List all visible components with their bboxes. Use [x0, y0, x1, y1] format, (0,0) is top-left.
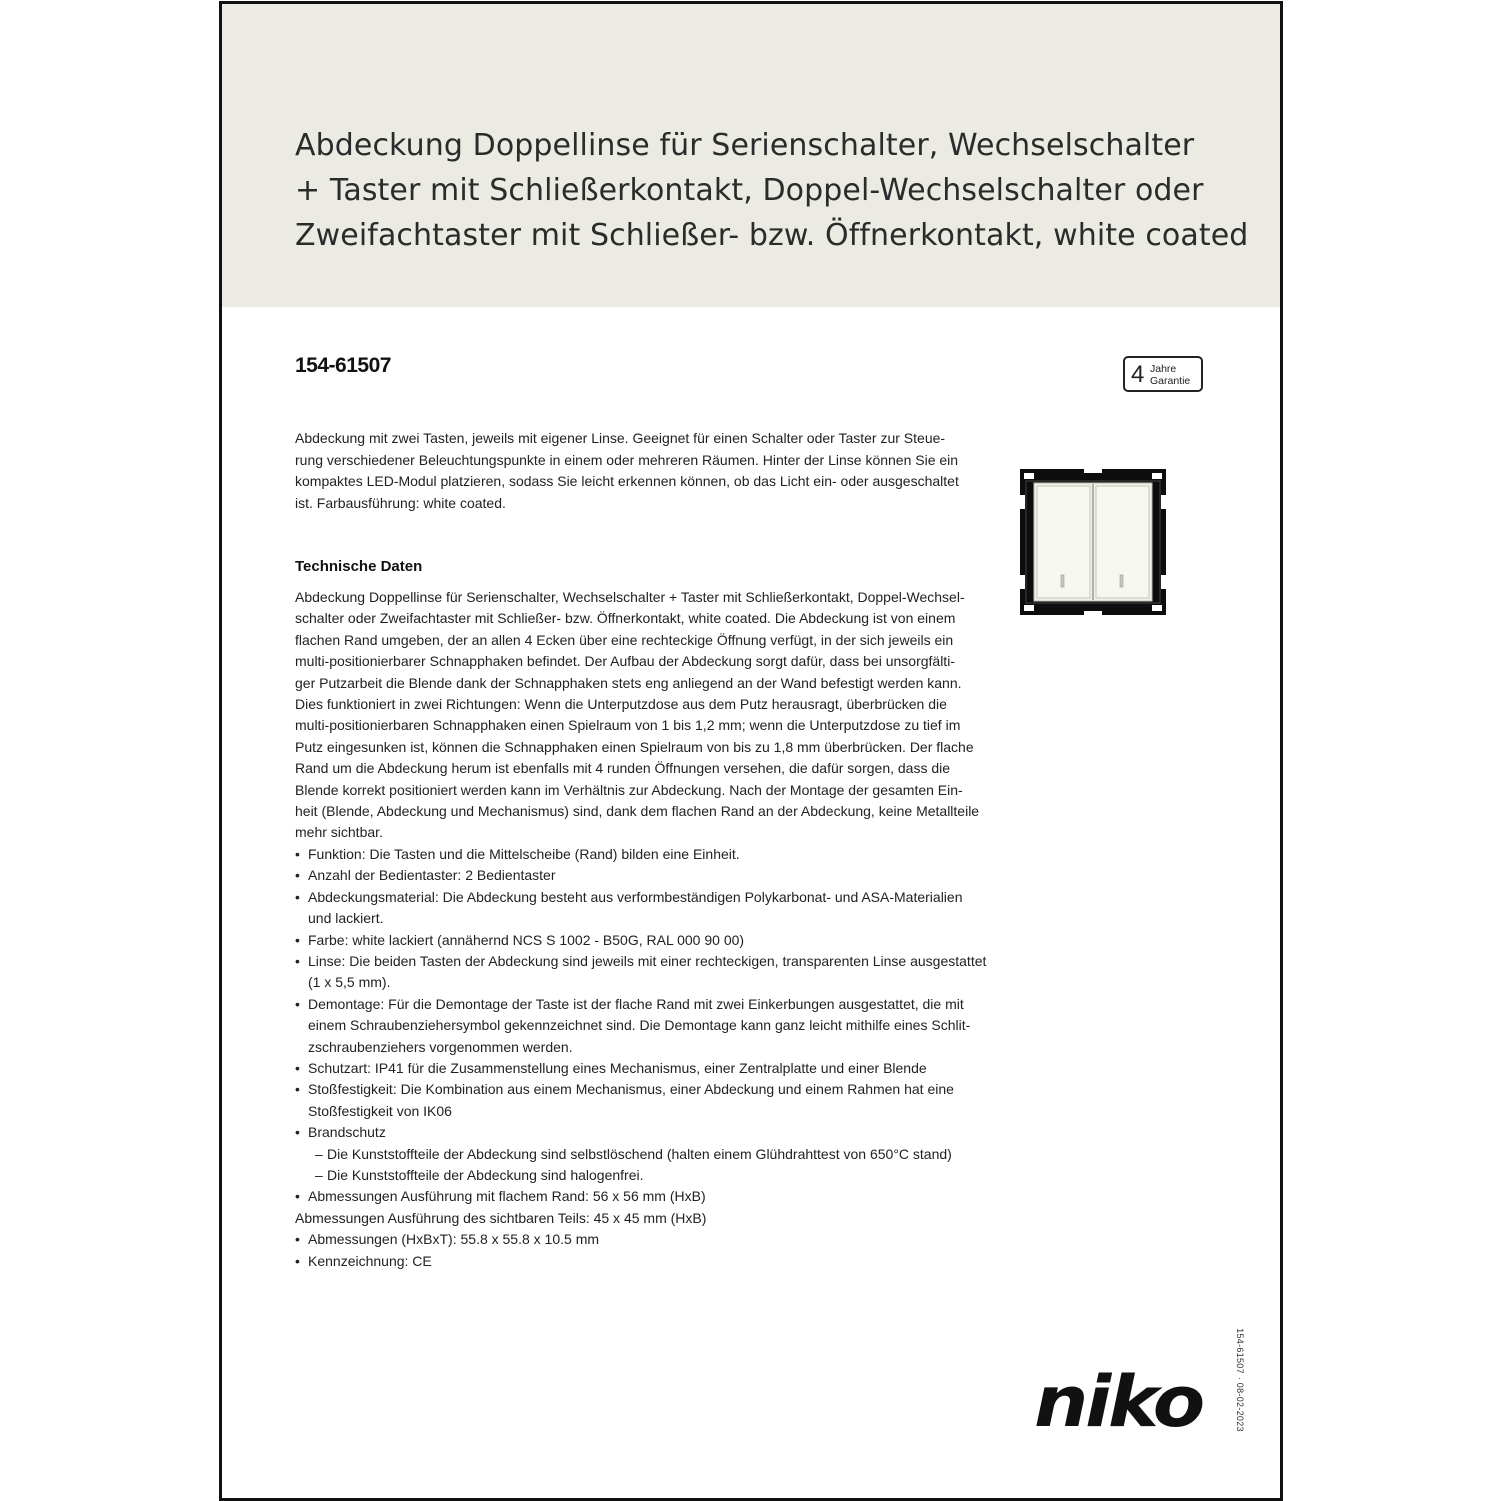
spec-bullet: • Abdeckungsmaterial: Die Abdeckung besteht aus verformbeständigen Polykarbonat- und ASA-Materialien	[295, 887, 995, 908]
title-line: + Taster mit Schließerkontakt, Doppel-Wechselschalter oder	[295, 173, 1204, 208]
spec-bullet-continuation: Stoßfestigkeit von IK06	[308, 1102, 452, 1119]
document-code	[1228, 1330, 1252, 1430]
tech-paragraph-line: Putz eingesunken ist, können die Schnapphaken einen Spielraum von bis zu 1,8 mm überbrücken. Der flache	[295, 738, 974, 755]
spec-bullet: • Farbe: white lackiert (annähernd NCS S 1002 - B50G, RAL 000 90 00)	[295, 930, 995, 951]
intro-line: rung verschiedener Beleuchtungspunkte in einem oder mehreren Räumen. Hinter der Linse können Sie ein	[295, 451, 959, 468]
spec-sub-bullet: – Die Kunststoffteile der Abdeckung sind halogenfrei.	[295, 1165, 995, 1186]
spec-bullet: • Demontage: Für die Demontage der Taste ist der flache Rand mit zwei Einkerbungen ausgestattet, die mit	[295, 994, 995, 1015]
spec-bullet: • Linse: Die beiden Tasten der Abdeckung sind jeweils mit einer rechteckigen, transparenten Linse ausgestattet	[295, 951, 995, 972]
spec-bullet-continuation: und lackiert.	[308, 910, 384, 927]
intro-line: kompaktes LED-Modul platzieren, sodass Sie leicht erkennen können, ob das Licht ein- oder ausgeschaltet	[295, 473, 959, 489]
spec-bullet: • Abmessungen (HxBxT): 55.8 x 55.8 x 10.5 mm	[295, 1229, 995, 1250]
spec-sub-bullet: – Die Kunststoffteile der Abdeckung sind selbstlöschend (halten einem Glühdrahttest von 650°C stand)	[295, 1144, 995, 1165]
title-line: Abdeckung Doppellinse für Serienschalter, Wechselschalter	[295, 128, 1195, 163]
warranty-label	[1150, 363, 1190, 387]
product-image	[1020, 469, 1166, 615]
spec-plain-line: Abmessungen Ausführung des sichtbaren Teils: 45 x 45 mm (HxB)	[295, 1209, 707, 1226]
niko-logo-text: niko	[1034, 1368, 1203, 1438]
tech-paragraph-line: schalter oder Zweifachtaster mit Schließer- bzw. Öffnerkontakt, white coated. Die Abdeckung ist von einem	[295, 610, 956, 627]
tech-paragraph-line: mehr sichtbar.	[295, 824, 383, 841]
warranty-label-line: Jahre	[1150, 363, 1177, 375]
tech-paragraph-line: multi-positionierbaren Schnapphaken einen Spielraum von 1 bis 1,2 mm; wenn die Unterputzdose zu tief im	[295, 717, 961, 734]
tech-paragraph-line: Abdeckung Doppellinse für Serienschalter, Wechselschalter + Taster mit Schließerkontakt, Doppel-Wechsel-	[295, 589, 965, 605]
intro-paragraph	[295, 428, 985, 514]
spec-bullet: • Stoßfestigkeit: Die Kombination aus einem Mechanismus, einer Abdeckung und einem Rahmen hat eine	[295, 1079, 995, 1100]
warranty-years: 4	[1131, 361, 1145, 388]
spec-bullet-continuation: einem Schraubenziehersymbol gekennzeichnet sind. Die Demontage kann ganz leicht mithilfe eines Schlit-	[308, 1017, 971, 1034]
intro-line: Abdeckung mit zwei Tasten, jeweils mit eigener Linse. Geeignet für einen Schalter oder Taster zur Steue-	[295, 430, 946, 446]
warranty-badge	[1123, 356, 1203, 392]
spec-bullet: • Kennzeichnung: CE	[295, 1251, 995, 1272]
title-line: Zweifachtaster mit Schließer- bzw. Öffnerkontakt, white coated	[295, 218, 1249, 253]
tech-paragraph-line: Blende korrekt positioniert werden kann im Verhältnis zur Abdeckung. Nach der Montage der gesamten Ein-	[295, 781, 963, 798]
niko-logo	[1034, 1368, 1209, 1438]
datasheet-page	[219, 1, 1283, 1501]
document-code-text: 154-61507 · 08-02-2023	[1235, 1328, 1245, 1432]
spec-bullet-continuation: (1 x 5,5 mm).	[308, 974, 391, 991]
tech-specs	[295, 587, 995, 1272]
product-title	[295, 123, 1255, 258]
cover-plate	[1034, 483, 1152, 601]
spec-bullet: • Funktion: Die Tasten und die Mittelscheibe (Rand) bilden eine Einheit.	[295, 844, 995, 865]
tech-paragraph-line: ger Putzarbeit die Blende dank der Schnapphaken stets eng anliegend an der Wand befestigt werden kann.	[295, 674, 962, 691]
warranty-label-line: Garantie	[1150, 375, 1191, 387]
intro-line: ist. Farbausführung: white coated.	[295, 494, 506, 511]
article-number: 154-61507	[295, 354, 391, 377]
tech-paragraph-line: multi-positionierbarer Schnapphaken befindet. Der Aufbau der Abdeckung sorgt dafür, dass bei unsorgfälti-	[295, 653, 955, 670]
header-band	[222, 4, 1280, 307]
tech-paragraph-line: Rand um die Abdeckung herum ist ebenfalls mit 4 runden Öffnungen versehen, die dafür sorgen, dass die	[295, 760, 951, 777]
tech-heading: Technische Daten	[295, 558, 423, 575]
spec-bullet: • Abmessungen Ausführung mit flachem Rand: 56 x 56 mm (HxB)	[295, 1186, 995, 1207]
tech-paragraph-line: Dies funktioniert in zwei Richtungen: Wenn die Unterputzdose aus dem Putz herausragt, überbrücken die	[295, 696, 947, 713]
spec-bullet: • Schutzart: IP41 für die Zusammenstellung eines Mechanismus, einer Zentralplatte und einer Blende	[295, 1058, 995, 1079]
spec-bullet: • Brandschutz	[295, 1122, 995, 1143]
tech-paragraph-line: heit (Blende, Abdeckung und Mechanismus) sind, dank dem flachen Rand an der Abdeckung, keine Metallteile	[295, 803, 980, 820]
spec-bullet: • Anzahl der Bedientaster: 2 Bedientaster	[295, 865, 995, 886]
tech-paragraph-line: flachen Rand umgeben, der an allen 4 Ecken über eine rechteckige Öffnung verfügt, in der sich jeweils ein	[295, 631, 954, 648]
spec-bullet-continuation: zschraubenziehers vorgenommen werden.	[308, 1038, 573, 1055]
